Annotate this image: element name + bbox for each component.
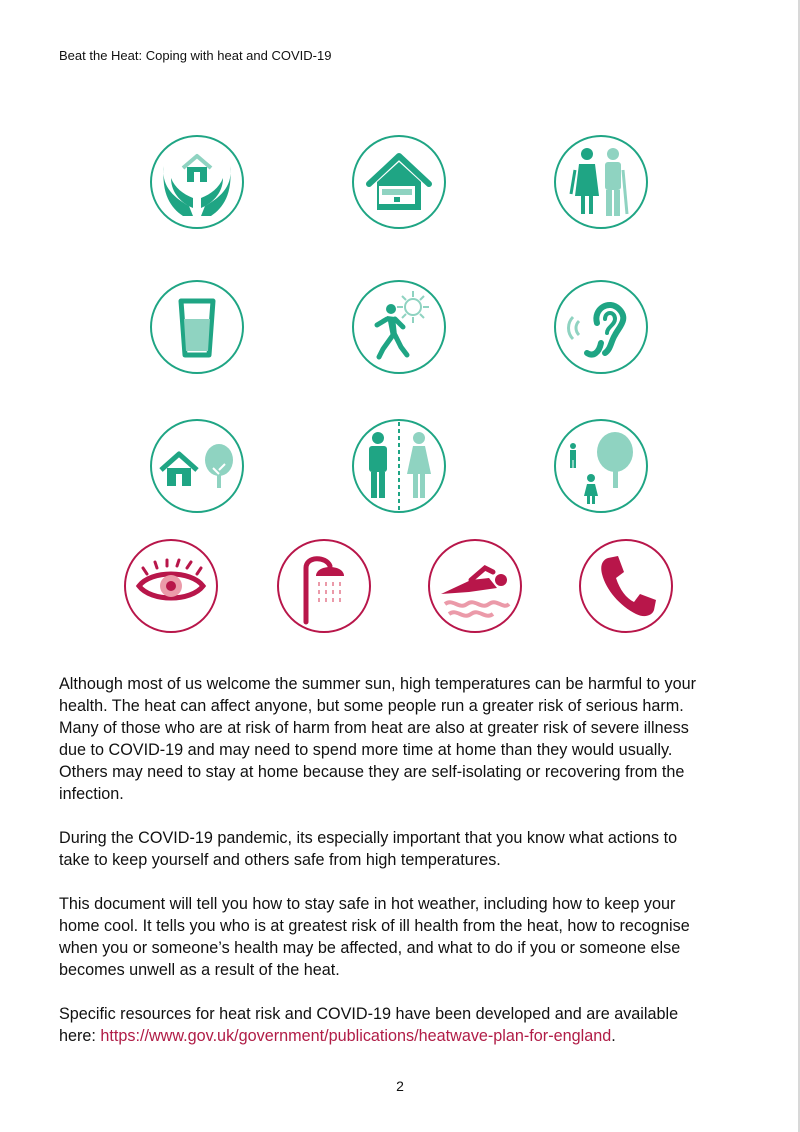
page-number: 2 [396, 1078, 404, 1094]
paragraph-covid-actions: During the COVID-19 pandemic, its especially important that you know what actions to take to keep yourself and others safe from high temperatures. [59, 829, 678, 869]
glass-of-water-icon [149, 279, 245, 375]
heatwave-plan-link[interactable]: https://www.gov.uk/government/publications/heatwave-plan-for-england [100, 1027, 612, 1045]
resources-suffix: . [611, 1027, 616, 1045]
elderly-couple-icon [553, 134, 649, 230]
house-with-window-unit-icon [351, 134, 447, 230]
paragraph-document-overview: This document will tell you how to stay safe in hot weather, including how to keep your home cool. It tells you who is at greatest risk of ill health from the heat, how to recognise when you or someone’s health may be affected, and what to do if you or someone else becomes unwell as a result of the heat. [59, 895, 690, 979]
shower-icon [276, 538, 372, 634]
running-header: Beat the Heat: Coping with heat and COVID-19 [59, 48, 332, 63]
person-running-sun-icon [351, 279, 447, 375]
telephone-icon [578, 538, 674, 634]
resources-text: Specific resources for heat risk and COVID-19 have been developed and are available here: [59, 1005, 679, 1045]
swimmer-icon [427, 538, 523, 634]
man-woman-icon [351, 418, 447, 514]
eye-icon [123, 538, 219, 634]
hands-house-icon [149, 134, 245, 230]
paragraph-resources [59, 1003, 709, 1047]
people-under-tree-icon [553, 418, 649, 514]
house-and-tree-icon [149, 418, 245, 514]
paragraph-intro: Although most of us welcome the summer sun, high temperatures can be harmful to your health. The heat can affect anyone, but some people run a greater risk of serious harm. Many of those who are at risk of harm from heat are also at greater risk of severe illness due to COVID-19 and may need to spend more time at home than they would usually. Others may need to stay at home because they are self-isolating or recovering from the infection. [59, 675, 697, 803]
body-text [59, 673, 709, 1069]
ear-hearing-icon [553, 279, 649, 375]
